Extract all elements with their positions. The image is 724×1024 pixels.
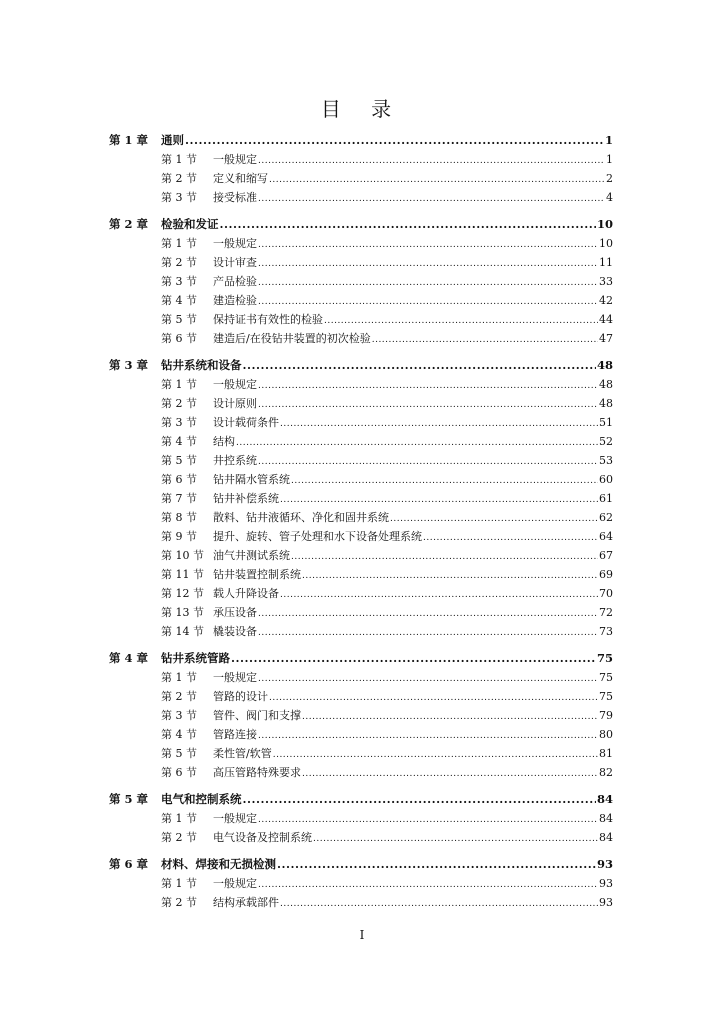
toc-section-label: 橇装设备 — [213, 625, 257, 638]
toc-chapter-number: 第 2 章 — [109, 217, 149, 231]
toc-section-label: 管路的设计 — [213, 690, 268, 703]
dot-leader — [258, 291, 598, 312]
toc-section-label: 接受标准 — [213, 191, 257, 204]
toc-section-label: 建造后/在役钻井装置的初次检验 — [213, 332, 371, 345]
toc-chapter-number: 第 1 章 — [109, 133, 149, 147]
dot-leader — [258, 375, 598, 396]
toc-chapter-label: 检验和发证 — [161, 217, 219, 231]
chapter-group — [109, 355, 613, 641]
toc-chapter-label: 材料、焊接和无损检测 — [161, 857, 276, 871]
toc-section-number: 第 2 节 — [161, 172, 197, 185]
toc-section[interactable] — [109, 310, 613, 329]
toc-section-number: 第 3 节 — [161, 709, 197, 722]
toc-section-label: 结构承载部件 — [213, 896, 279, 909]
toc-section-label: 提升、旋转、管子处理和水下设备处理系统 — [213, 530, 422, 543]
toc-section-number: 第 5 节 — [161, 747, 197, 760]
toc-section[interactable] — [109, 725, 613, 744]
toc-section-number: 第 13 节 — [161, 606, 204, 619]
toc-section-page-number: 75 — [599, 690, 613, 703]
toc-chapter-page-number: 93 — [596, 857, 613, 871]
toc-section-page-number: 48 — [599, 378, 613, 391]
dot-leader — [258, 668, 598, 689]
toc-section[interactable] — [109, 603, 613, 622]
toc-section-label: 电气设备及控制系统 — [213, 831, 312, 844]
dot-leader — [280, 893, 598, 914]
toc-section-number: 第 1 节 — [161, 812, 197, 825]
toc-section-number: 第 2 节 — [161, 256, 197, 269]
dot-leader — [258, 253, 598, 274]
toc-section[interactable] — [109, 253, 613, 272]
toc-section-page-number: 44 — [599, 313, 613, 326]
toc-section-page-number: 82 — [599, 766, 613, 779]
toc-section[interactable] — [109, 234, 613, 253]
toc-section[interactable] — [109, 744, 613, 763]
toc-section[interactable] — [109, 874, 613, 893]
toc-section[interactable] — [109, 546, 613, 565]
toc-chapter-number: 第 4 章 — [109, 651, 149, 665]
page-title: 目 录 — [320, 97, 404, 121]
toc-section-page-number: 84 — [599, 812, 613, 825]
toc-section-number: 第 1 节 — [161, 671, 197, 684]
table-of-contents — [109, 128, 613, 919]
toc-chapter-page-number: 48 — [596, 358, 613, 372]
toc-chapter-number: 第 6 章 — [109, 857, 149, 871]
toc-chapter-label: 通则 — [161, 133, 184, 147]
toc-section-label: 高压管路特殊要求 — [213, 766, 301, 779]
dot-leader — [258, 622, 598, 643]
dot-leader — [277, 854, 596, 874]
dot-leader — [258, 234, 598, 255]
toc-section-page-number: 67 — [599, 549, 613, 562]
toc-section-number: 第 6 节 — [161, 766, 197, 779]
toc-section-page-number: 93 — [599, 877, 613, 890]
toc-section-page-number: 81 — [599, 747, 613, 760]
toc-section-page-number: 52 — [599, 435, 613, 448]
dot-leader — [313, 828, 598, 849]
toc-section-label: 保持证书有效性的检验 — [213, 313, 323, 326]
toc-section-page-number: 1 — [606, 153, 613, 166]
toc-section-number: 第 1 节 — [161, 378, 197, 391]
dot-leader — [185, 130, 604, 150]
chapter-group — [109, 789, 613, 847]
toc-section-number: 第 4 节 — [161, 435, 197, 448]
toc-section-page-number: 79 — [599, 709, 613, 722]
toc-section-page-number: 11 — [599, 256, 613, 269]
toc-section[interactable] — [109, 329, 613, 348]
dot-leader — [258, 451, 598, 472]
toc-section-label: 井控系统 — [213, 454, 257, 467]
dot-leader — [258, 150, 605, 171]
toc-section-label: 定义和缩写 — [213, 172, 268, 185]
toc-section-label: 产品检验 — [213, 275, 257, 288]
toc-chapter-label: 电气和控制系统 — [161, 792, 242, 806]
dot-leader — [302, 565, 598, 586]
toc-section-label: 一般规定 — [213, 812, 257, 825]
toc-section-page-number: 72 — [599, 606, 613, 619]
toc-section-number: 第 2 节 — [161, 831, 197, 844]
toc-chapter-page-number: 84 — [596, 792, 613, 806]
toc-section-number: 第 14 节 — [161, 625, 204, 638]
dot-leader — [269, 687, 598, 708]
toc-section-number: 第 1 节 — [161, 237, 197, 250]
toc-chapter[interactable] — [109, 130, 613, 150]
toc-section-label: 建造检验 — [213, 294, 257, 307]
toc-section[interactable] — [109, 291, 613, 310]
toc-section-page-number: 75 — [599, 671, 613, 684]
toc-section-number: 第 2 节 — [161, 896, 197, 909]
toc-chapter[interactable] — [109, 789, 613, 809]
toc-chapter-page-number: 1 — [604, 133, 613, 147]
toc-section-number: 第 6 节 — [161, 332, 197, 345]
toc-section[interactable] — [109, 809, 613, 828]
toc-section-label: 散料、钻井液循环、净化和固井系统 — [213, 511, 389, 524]
dot-leader — [258, 272, 598, 293]
toc-section-number: 第 3 节 — [161, 191, 197, 204]
chapter-group — [109, 854, 613, 912]
toc-section[interactable] — [109, 470, 613, 489]
toc-section-number: 第 1 节 — [161, 153, 197, 166]
toc-section-page-number: 60 — [599, 473, 613, 486]
toc-section-label: 钻井装置控制系统 — [213, 568, 301, 581]
toc-section[interactable] — [109, 188, 613, 207]
toc-section[interactable] — [109, 828, 613, 847]
chapter-group — [109, 648, 613, 782]
toc-section-page-number: 69 — [599, 568, 613, 581]
toc-chapter[interactable] — [109, 355, 613, 375]
toc-section-number: 第 11 节 — [161, 568, 204, 581]
dot-leader — [390, 508, 598, 529]
dot-leader — [269, 169, 605, 190]
toc-section-label: 载人升降设备 — [213, 587, 279, 600]
toc-section-page-number: 53 — [599, 454, 613, 467]
toc-section[interactable] — [109, 706, 613, 725]
toc-section-label: 一般规定 — [213, 877, 257, 890]
toc-section-page-number: 62 — [599, 511, 613, 524]
dot-leader — [243, 355, 596, 375]
toc-section-number: 第 12 节 — [161, 587, 204, 600]
toc-section-page-number: 48 — [599, 397, 613, 410]
toc-section-page-number: 47 — [599, 332, 613, 345]
toc-chapter-number: 第 5 章 — [109, 792, 149, 806]
dot-leader — [302, 763, 598, 784]
toc-section-number: 第 2 节 — [161, 690, 197, 703]
toc-section[interactable] — [109, 668, 613, 687]
toc-section-number: 第 6 节 — [161, 473, 197, 486]
toc-section[interactable] — [109, 622, 613, 641]
dot-leader — [243, 789, 596, 809]
toc-section[interactable] — [109, 763, 613, 782]
dot-leader — [258, 603, 598, 624]
toc-section-label: 承压设备 — [213, 606, 257, 619]
toc-section-label: 一般规定 — [213, 153, 257, 166]
toc-section-label: 管件、阀门和支撑 — [213, 709, 301, 722]
toc-chapter-label: 钻井系统和设备 — [161, 358, 242, 372]
toc-section-label: 油气井测试系统 — [213, 549, 290, 562]
toc-section-label: 柔性管/软管 — [213, 747, 272, 760]
toc-section[interactable] — [109, 169, 613, 188]
toc-section-number: 第 5 节 — [161, 454, 197, 467]
toc-section-number: 第 3 节 — [161, 416, 197, 429]
toc-section[interactable] — [109, 451, 613, 470]
toc-section-label: 钻井隔水管系统 — [213, 473, 290, 486]
dot-leader — [258, 874, 598, 895]
toc-section-number: 第 10 节 — [161, 549, 204, 562]
toc-section-page-number: 84 — [599, 831, 613, 844]
dot-leader — [324, 310, 598, 331]
toc-section[interactable] — [109, 413, 613, 432]
toc-section-number: 第 9 节 — [161, 530, 197, 543]
dot-leader — [291, 470, 598, 491]
dot-leader — [302, 706, 598, 727]
toc-chapter[interactable] — [109, 854, 613, 874]
toc-chapter-page-number: 10 — [596, 217, 613, 231]
toc-section-number: 第 4 节 — [161, 728, 197, 741]
toc-section-label: 管路连接 — [213, 728, 257, 741]
toc-section[interactable] — [109, 150, 613, 169]
toc-section-number: 第 7 节 — [161, 492, 197, 505]
dot-leader — [258, 809, 598, 830]
toc-section-label: 钻井补偿系统 — [213, 492, 279, 505]
toc-section[interactable] — [109, 375, 613, 394]
toc-section-page-number: 2 — [606, 172, 613, 185]
toc-section[interactable] — [109, 272, 613, 291]
dot-leader — [258, 725, 598, 746]
toc-chapter[interactable] — [109, 648, 613, 668]
toc-section-label: 设计审查 — [213, 256, 257, 269]
toc-section-page-number: 70 — [599, 587, 613, 600]
dot-leader — [280, 584, 598, 605]
toc-section-label: 设计载荷条件 — [213, 416, 279, 429]
toc-section[interactable] — [109, 527, 613, 546]
toc-section[interactable] — [109, 508, 613, 527]
toc-section[interactable] — [109, 432, 613, 451]
toc-chapter-label: 钻井系统管路 — [161, 651, 230, 665]
toc-section[interactable] — [109, 394, 613, 413]
dot-leader — [236, 432, 598, 453]
toc-section-page-number: 64 — [599, 530, 613, 543]
toc-section-page-number: 33 — [599, 275, 613, 288]
toc-section[interactable] — [109, 489, 613, 508]
toc-chapter-number: 第 3 章 — [109, 358, 149, 372]
toc-section-page-number: 73 — [599, 625, 613, 638]
dot-leader — [258, 188, 605, 209]
toc-section-page-number: 51 — [599, 416, 613, 429]
toc-section-page-number: 4 — [606, 191, 613, 204]
toc-section-number: 第 2 节 — [161, 397, 197, 410]
chapter-group — [109, 214, 613, 348]
toc-section-page-number: 93 — [599, 896, 613, 909]
toc-section-label: 一般规定 — [213, 671, 257, 684]
toc-section-number: 第 3 节 — [161, 275, 197, 288]
toc-section-page-number: 61 — [599, 492, 613, 505]
dot-leader — [220, 214, 596, 234]
toc-chapter[interactable] — [109, 214, 613, 234]
toc-section-label: 设计原则 — [213, 397, 257, 410]
toc-section-label: 结构 — [213, 435, 235, 448]
toc-section-page-number: 80 — [599, 728, 613, 741]
toc-section-label: 一般规定 — [213, 378, 257, 391]
toc-section[interactable] — [109, 565, 613, 584]
dot-leader — [291, 546, 598, 567]
chapter-group — [109, 130, 613, 207]
dot-leader — [280, 489, 598, 510]
toc-section-number: 第 1 节 — [161, 877, 197, 890]
toc-chapter-page-number: 75 — [596, 651, 613, 665]
dot-leader — [280, 413, 598, 434]
dot-leader — [273, 744, 598, 765]
page-number: I — [359, 928, 365, 942]
toc-section-page-number: 10 — [599, 237, 613, 250]
dot-leader — [258, 394, 598, 415]
toc-section-label: 一般规定 — [213, 237, 257, 250]
toc-section[interactable] — [109, 584, 613, 603]
toc-section-number: 第 4 节 — [161, 294, 197, 307]
toc-section-number: 第 8 节 — [161, 511, 197, 524]
toc-section-page-number: 42 — [599, 294, 613, 307]
dot-leader — [231, 648, 596, 668]
dot-leader — [423, 527, 598, 548]
toc-section[interactable] — [109, 687, 613, 706]
toc-section[interactable] — [109, 893, 613, 912]
toc-section-number: 第 5 节 — [161, 313, 197, 326]
dot-leader — [372, 329, 598, 350]
